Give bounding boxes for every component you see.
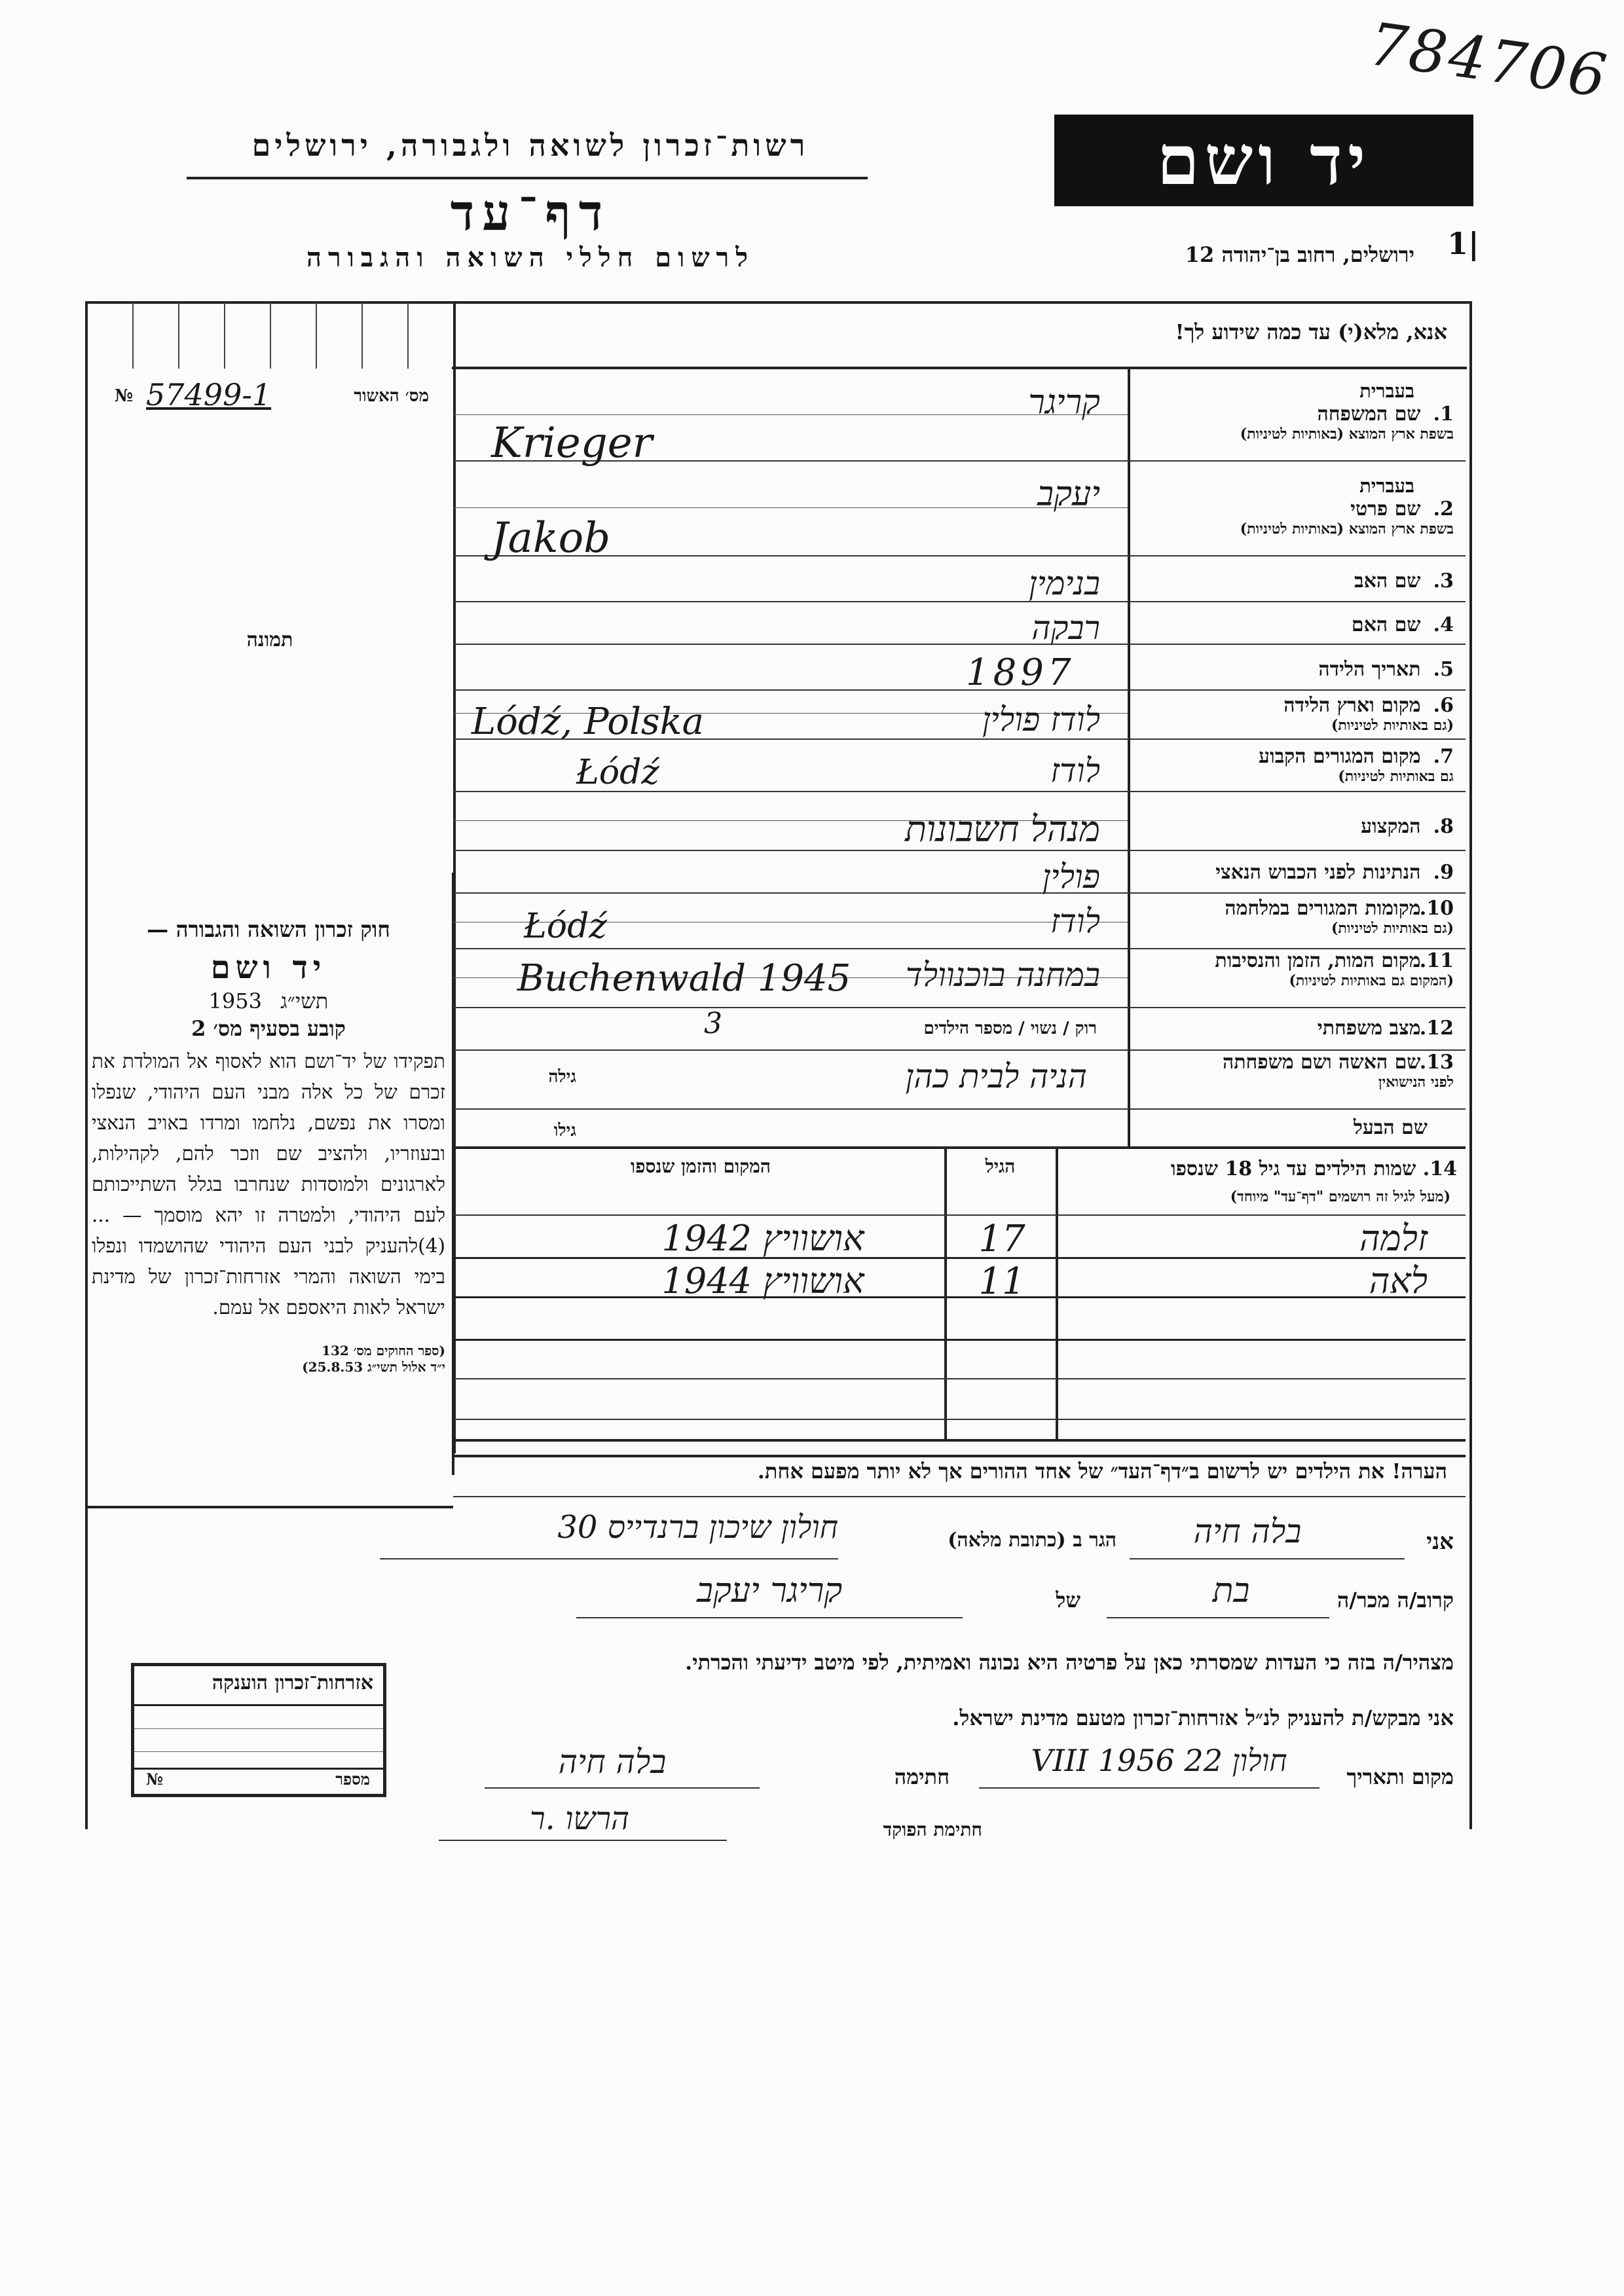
of-value: קריגר יעקב [696,1571,843,1611]
field-6-sub: (גם באותיות לטיניות) [1331,717,1454,734]
instruction-line: אנא, מלא(י) עד כמה שידוע לך! [1175,319,1447,344]
field-10-name: מקומות המגורים במלחמה [1225,897,1421,920]
relative-label: קרוב/ה מכר/ה [1337,1588,1454,1613]
field-7-num: 7. [1433,745,1454,768]
declarant-section [380,1509,1467,1846]
note-text: הערה! את הילדים יש לרשום ב״דף־העד״ של אחד ההורים אך לא יותר מפעם אחת. [757,1459,1447,1484]
note-top-divider [453,1455,1466,1457]
field-13-num: 13. [1419,1051,1454,1074]
citizenship-number-label: מספר [335,1770,370,1789]
field-12-name: מצב משפחתי [1317,1017,1421,1040]
law-title: חוק זכרון השואה והגבורה — [147,917,390,942]
field-2-label [1130,475,1454,538]
law-name: יד ושם [210,949,327,986]
citizenship-no-sign: № [146,1770,164,1789]
note-bottom-divider [453,1496,1466,1497]
address: ירושלים, רחוב בן־יהודה 12 [1185,242,1414,267]
field-11-name: מקום המות, הזמן והנסיבות [1215,949,1421,972]
law-source-2: י״ד אלול תשי״ג 25.8.53) [302,1359,445,1375]
authority-underline [187,177,868,179]
law-clause: קובע בסעיף מס׳ 2 [191,1016,346,1041]
field-10-lat-value: Łódź [524,907,607,946]
approval-number-value: 57499-1 [146,377,272,412]
field-3-value: בנימין [1029,564,1100,602]
field-13-value: הניה לבית כהן [905,1057,1087,1095]
field-12-num: 12. [1419,1017,1454,1040]
field-6-label [1130,694,1454,734]
field-12-label [1130,1017,1454,1040]
approval-number-row [115,377,429,412]
field-2-sub: בשפת ארץ המוצא (באותיות לטיניות) [1240,520,1454,538]
field-5-label [1130,658,1454,681]
signature-value: בלה חיה [558,1743,667,1781]
child-1-age: 17 [978,1218,1025,1260]
children-section-note: (מעל לגיל זה רושמים "דף־עד" מיוחד) [1230,1188,1450,1205]
field-13-name: שם האשה ושם משפחתה [1222,1051,1421,1074]
field-7-lat-value: Łódź [576,753,659,792]
photo-label: תמונה [246,629,293,651]
approval-no-sign: № [115,386,134,406]
field-11-num: 11. [1419,949,1454,972]
residing-address: חולון שיכון ברנדייס 30 [557,1509,838,1546]
field-6-num: 6. [1433,694,1454,717]
field-10-sub: (גם באותיות לטיניות) [1331,920,1454,937]
husband-label [1130,1116,1454,1139]
yad-vashem-logo: יד ושם [1054,115,1473,206]
children-place-header: המקום והזמן שנספו [631,1156,771,1177]
field-1-label [1130,380,1454,443]
law-year: 1953 [208,989,262,1013]
field-12-children: 3 [704,1007,722,1040]
field-1-sub: בשפת ארץ המוצא (באותיות לטיניות) [1240,426,1454,443]
children-section-title [1061,1157,1457,1180]
field-1-lat-value: Krieger [491,419,653,467]
child-2-name: לאה [1369,1260,1428,1302]
wife-age-label: גילה [548,1067,576,1087]
field-6-name: מקום וארץ הלידה [1283,694,1421,717]
field-9-value: פולין [1042,858,1100,896]
field-7-name: מקום המגורים הקבוע [1259,745,1421,768]
field-4-name: שם האם [1351,613,1421,636]
children-age-header: הגיל [985,1156,1016,1177]
law-box-bottom [86,1506,453,1508]
official-label: חתימת הפוקד [883,1819,982,1840]
field-6-lat-value: Lódź, Polska [471,701,704,743]
child-1-place: אושוויץ 1942 [661,1218,864,1259]
residing-label: הגר ב (כתובת מלאה) [948,1529,1116,1552]
field-1-num: 1. [1433,403,1454,426]
field-7-heb-value: לודז [1050,752,1100,790]
doc-subtitle: לרשום חללי השואה והגבורה [306,242,755,273]
child-2-place: אושוויץ 1944 [661,1260,864,1302]
law-heb-year: תשי״ג [280,989,329,1013]
field-4-value: רבקה [1031,609,1100,647]
field-13-sub: לפני הנישואין [1378,1074,1454,1091]
field-3-name: שם האב [1354,570,1421,592]
husband-age-label: גילו [553,1121,576,1140]
field-8-name: המקצוע [1361,815,1421,838]
children-section-num: 14. [1422,1157,1457,1180]
field-3-num: 3. [1433,570,1454,592]
field-4-num: 4. [1433,613,1454,636]
of-label: של [1056,1588,1080,1613]
approval-cells [86,303,453,369]
field-9-name: הנתינות לפני הכבוש הנאצי [1215,861,1421,884]
field-2-heb-value: יעקב [1037,475,1100,514]
stamp-number: 784706 [1365,9,1614,112]
citizenship-box [131,1663,386,1797]
field-10-heb-value: לודז [1050,902,1100,940]
law-source-1: (ספר החוקים מס׳ 132 [322,1343,445,1358]
field-1-name: שם המשפחה [1317,403,1421,426]
declarant-name: בלה חיה [1193,1512,1302,1550]
field-8-num: 8. [1433,815,1454,838]
field-11-sub: (המקום גם באותיות לטיניות) [1289,972,1454,989]
field-9-num: 9. [1433,861,1454,884]
declaration-text: מצהיר/ה בזה כי העדות שמסרתי כאן על פרטיה היא נכונה ואמיתית, לפי מיטב ידיעתי והכרתי. [685,1650,1454,1675]
signature-label: חתימה [894,1764,950,1789]
field-3-label [1130,570,1454,592]
place-date-value: חולון 22 VIII 1956 [1031,1743,1287,1778]
field-11-lat-value: Buchenwald 1945 [517,957,851,1000]
law-text: תפקידו של יד־ושם הוא לאסוף אל המולדת את זכרם של כל אלה מבני העם היהודי, שנפלו ומסרו את נפשם, נלחמו ומרדו באויב הנאצי ובעוזריו, ולהציב שם וזכר להם, לקהילות, לארגונים ולמוסדות שנחרבו בגלל השתייכותם לעם היהודי, ולמטרה זו יהא מוסמך — ...(4)להעניק לבני העם היהודי שהושמדו ונפלו בימי השואה והמרי אזרחות־זכרון של מדינת ישראל לאות היאספם אל עמם. [92,1050,445,1319]
children-section-name: שמות הילדים עד גיל 18 שנספו [1170,1157,1416,1180]
law-box [92,917,445,1376]
request-text: אני מבקש/ת להעניק לנ״ל אזרחות־זכרון מטעם מדינת ישראל. [952,1705,1454,1730]
field-8-value: מנהל חשבונות [905,809,1100,850]
approval-number-label: מס׳ האשור [354,386,429,406]
authority-title: רשות־זכרון לשואה ולגבורה, ירושלים [251,128,809,163]
field-7-label [1130,745,1454,785]
field-2-lang-heb: בעברית [1359,475,1414,497]
official-signature: הרשו .ר [529,1800,630,1837]
field-1-heb-value: קריגר [1028,383,1100,422]
declarant-i-label: אני [1426,1529,1454,1555]
field-5-num: 5. [1433,658,1454,681]
child-2-age: 11 [978,1260,1025,1303]
place-date-label: מקום ותאריך [1346,1764,1454,1789]
field-1-lang-heb: בעברית [1359,380,1414,402]
citizenship-title: אזרחות־זכרון הוענקה [212,1671,373,1694]
field-10-label [1130,897,1454,937]
field-5-name: תאריך הלידה [1318,658,1421,681]
field-2-num: 2. [1433,498,1454,520]
field-9-label [1130,861,1454,884]
field-5-value: 1897 [966,651,1075,694]
field-7-sub: גם באותיות לטיניות) [1338,768,1454,785]
field-4-label [1130,613,1454,636]
field-6-heb-value: לודז פולין [982,701,1100,738]
doc-title: דף־עד [450,183,611,242]
husband-name-label: שם הבעל [1353,1116,1428,1139]
field-10-num: 10. [1419,897,1454,920]
margin-mark: 1| [1447,226,1479,261]
relation-value: בת [1212,1571,1250,1611]
field-11-label [1130,949,1454,989]
field-11-heb-value: במחנה בוכנוולד [905,956,1100,994]
field-8-label [1130,815,1454,838]
field-2-name: שם פרטי [1350,498,1421,520]
field-12-status: רוק / נשוי / מספר הילדים [923,1019,1097,1038]
field-2-lat-value: Jakob [491,514,611,562]
field-13-label [1130,1051,1454,1091]
child-1-name: זלמה [1359,1218,1428,1259]
